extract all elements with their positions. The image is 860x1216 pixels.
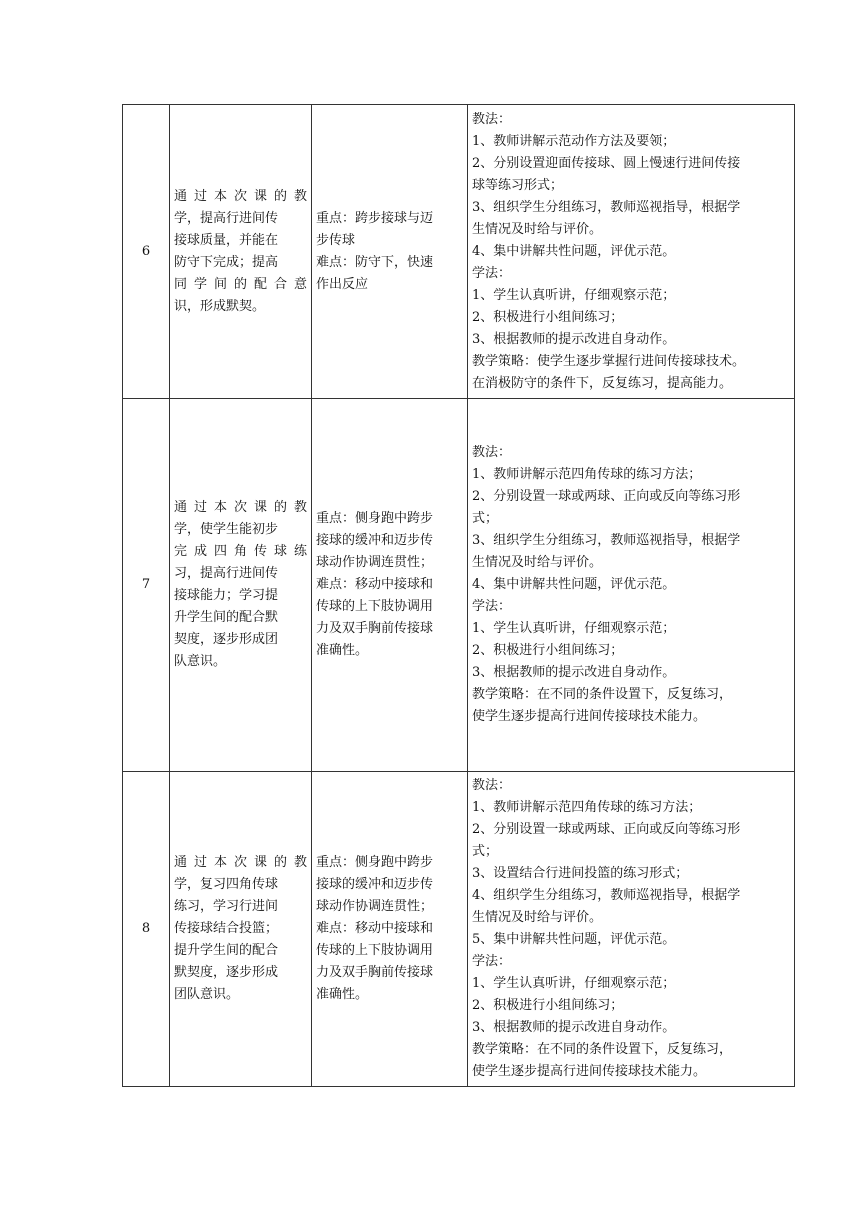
key-point-line: 重点：侧身跑中跨步	[316, 855, 434, 870]
objective-line: 通过本次课的教	[174, 500, 307, 515]
method-line: 3、设置结合行进间投篮的练习形式；	[472, 866, 689, 881]
method-line: 4、集中讲解共性问题，评优示范。	[472, 577, 676, 592]
method-line: 3、组织学生分组练习，教师巡视指导，根据学	[472, 533, 741, 548]
method-line: 2、分别设置一球或两球、正向或反向等练习形	[472, 822, 741, 837]
key-points-cell	[312, 105, 468, 399]
method-line: 教学策略：在不同的条件设置下，反复练习，	[472, 1042, 733, 1057]
lesson-number: 7	[123, 399, 170, 772]
key-point-line: 重点：侧身跑中跨步	[316, 511, 434, 526]
method-line: 2、分别设置一球或两球、正向或反向等练习形	[472, 489, 741, 504]
method-line: 3、根据教师的提示改进自身动作。	[472, 331, 676, 347]
method-line: 球等练习形式；	[472, 177, 564, 193]
method-line: 教法：	[472, 445, 512, 460]
key-point-line: 力及双手胸前传接球	[316, 621, 434, 636]
objective-line: 同学间的配合意	[174, 276, 307, 292]
key-point-line: 传球的上下肢协调用	[316, 599, 434, 614]
method-line: 1、学生认真听讲，仔细观察示范；	[472, 976, 676, 991]
method-line: 3、根据教师的提示改进自身动作。	[472, 1020, 676, 1035]
objective-line: 学，使学生能初步	[174, 522, 279, 537]
table-row	[123, 399, 795, 772]
method-line: 1、学生认真听讲，仔细观察示范；	[472, 287, 676, 303]
objective-line: 通过本次课的教	[174, 188, 307, 204]
method-line: 在消极防守的条件下，反复练习，提高能力。	[472, 375, 733, 391]
method-line: 使学生逐步提高行进间传接球技术能力。	[472, 709, 707, 724]
objective-line: 接球能力；学习提	[174, 588, 279, 603]
lesson-number: 6	[123, 105, 170, 399]
lesson-number: 8	[123, 772, 170, 1087]
method-line: 1、学生认真听讲，仔细观察示范；	[472, 621, 676, 636]
lesson-plan-table	[122, 104, 795, 1087]
method-line: 3、组织学生分组练习，教师巡视指导，根据学	[472, 199, 741, 215]
objective-line: 学，提高行进间传	[174, 210, 279, 226]
key-point-line: 难点：移动中接球和	[316, 921, 434, 936]
key-point-line: 接球的缓冲和迈步传	[316, 877, 434, 892]
key-point-line: 准确性。	[316, 987, 369, 1002]
method-line: 2、积极进行小组间练习；	[472, 998, 624, 1013]
method-line: 教法：	[472, 778, 512, 793]
method-line: 1、教师讲解示范四角传球的练习方法；	[472, 800, 702, 815]
method-line: 4、组织学生分组练习，教师巡视指导，根据学	[472, 888, 741, 903]
method-line: 2、积极进行小组间练习；	[472, 309, 624, 325]
method-line: 2、分别设置迎面传接球、圆上慢速行进间传接	[472, 155, 741, 171]
method-line: 生情况及时给与评价。	[472, 221, 603, 237]
method-line: 2、积极进行小组间练习；	[472, 643, 624, 658]
objective-line: 识，形成默契。	[174, 298, 266, 314]
objective-line: 队意识。	[174, 654, 227, 669]
objective-cell	[170, 772, 312, 1087]
key-point-line: 球动作协调连贯性；	[316, 555, 434, 570]
objective-line: 学，复习四角传球	[174, 877, 279, 892]
method-line: 5、集中讲解共性问题，评优示范。	[472, 932, 676, 947]
key-point-line: 作出反应	[316, 276, 369, 292]
key-point-line: 球动作协调连贯性；	[316, 899, 434, 914]
key-point-line: 重点：跨步接球与迈	[316, 210, 434, 226]
objective-line: 习，提高行进间传	[174, 566, 279, 581]
objective-line: 练习，学习行进间	[174, 899, 279, 914]
key-point-line: 步传球	[316, 232, 356, 248]
method-line: 教学策略：使学生逐步掌握行进间传接球技术。	[472, 353, 746, 369]
method-line: 3、根据教师的提示改进自身动作。	[472, 665, 676, 680]
key-point-line: 难点：防守下，快速	[316, 254, 434, 270]
objective-line: 契度，逐步形成团	[174, 632, 279, 647]
method-line: 生情况及时给与评价。	[472, 910, 603, 925]
objective-line: 接球质量，并能在	[174, 232, 279, 248]
objective-line: 防守下完成；提高	[174, 254, 279, 270]
key-points-cell	[312, 399, 468, 772]
key-point-line: 力及双手胸前传接球	[316, 965, 434, 980]
method-line: 学法：	[472, 954, 512, 969]
method-cell	[468, 105, 795, 399]
objective-line: 提升学生间的配合	[174, 943, 279, 958]
method-line: 1、教师讲解示范动作方法及要领；	[472, 133, 676, 149]
method-line: 使学生逐步提高行进间传接球技术能力。	[472, 1064, 707, 1079]
objective-cell	[170, 105, 312, 399]
method-line: 学法：	[472, 599, 512, 614]
objective-line: 通过本次课的教	[174, 855, 307, 870]
method-cell	[468, 399, 795, 772]
method-line: 生情况及时给与评价。	[472, 555, 603, 570]
method-line: 4、集中讲解共性问题，评优示范。	[472, 243, 676, 259]
method-line: 式；	[472, 844, 499, 859]
objective-line: 默契度，逐步形成	[174, 965, 279, 980]
method-line: 学法：	[472, 265, 512, 281]
objective-line: 完成四角传球练	[174, 544, 307, 559]
key-point-line: 准确性。	[316, 643, 369, 658]
method-line: 教学策略：在不同的条件设置下，反复练习，	[472, 687, 733, 702]
method-line: 式；	[472, 511, 499, 526]
objective-cell	[170, 399, 312, 772]
table-row	[123, 105, 795, 399]
key-point-line: 传球的上下肢协调用	[316, 943, 434, 958]
objective-line: 团队意识。	[174, 987, 240, 1002]
objective-line: 升学生间的配合默	[174, 610, 279, 625]
key-point-line: 难点：移动中接球和	[316, 577, 434, 592]
objective-line: 传接球结合投篮；	[174, 921, 279, 936]
key-points-cell	[312, 772, 468, 1087]
method-line: 1、教师讲解示范四角传球的练习方法；	[472, 467, 702, 482]
table-row	[123, 772, 795, 1087]
method-cell	[468, 772, 795, 1087]
method-line: 教法：	[472, 111, 512, 127]
key-point-line: 接球的缓冲和迈步传	[316, 533, 434, 548]
